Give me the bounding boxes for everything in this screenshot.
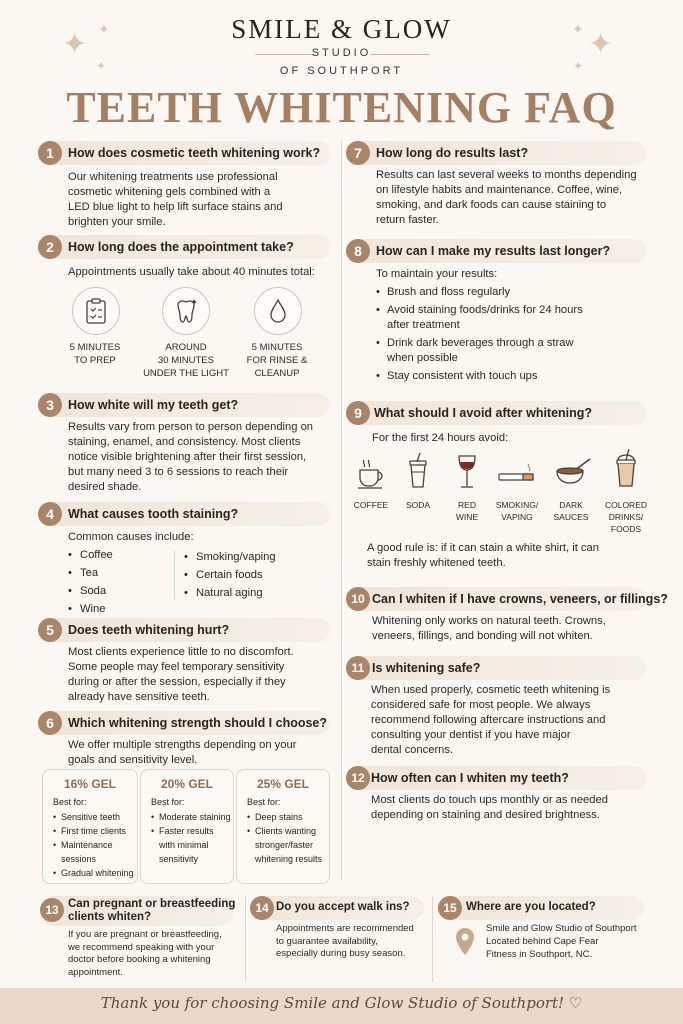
sparkle-icon: ✦ [96,59,107,73]
avoid-label: COLORED DRINKS/ FOODS [604,500,648,534]
wine-icon [455,454,479,495]
gel-card-25 [236,769,330,884]
faq-number: 6 [38,711,62,735]
causes-list-1 [68,548,168,620]
faq-answer: We offer multiple strengths depending on your goals and sensitivity level. [68,739,297,766]
causes-list-2 [184,550,324,604]
staining-rule: A good rule is: if it can stain a white shirt, it can stain freshly whitened teeth. [367,542,599,569]
faq-answer: Most clients experience little to no discomfort. Some people may feel temporary sensitivity during or after the session, especially if they already have sensitive teeth. [68,646,294,703]
faq-question: Where are you located? [466,901,596,913]
list-item: Stay consistent with touch ups [387,370,538,382]
faq-question: How can I make my results last longer? [376,244,611,258]
faq-question: Which whitening strength should I choose? [68,716,328,730]
sparkle-icon: ✦ [573,59,584,73]
faq-question: Is whitening safe? [372,661,481,675]
faq-number: 10 [346,587,370,611]
list-item: • Sensitive teeth [53,810,137,824]
list-item: • Deep stains [247,810,329,824]
gel-name: 20% GEL [160,777,214,791]
page-title: TEETH WHITENING FAQ [66,83,617,132]
faq-answer: Smile and Glow Studio of Southport Located behind Cape Fear Fitness in Southport, NC. [486,923,637,960]
faq-number: 9 [346,401,370,425]
divider [245,896,246,982]
faq-answer: Appointments are recommended to guarantee availability, especially during busy season. [276,923,414,959]
step-label: 5 MINUTES TO PREP [69,342,121,366]
gel-name: 25% GEL [256,777,310,791]
faq-question: What should I avoid after whitening? [374,406,593,420]
gel-best-for: Best for: [151,797,185,807]
faq-question: Do you accept walk ins? [276,901,410,913]
gel-best-for: Best for: [247,797,281,807]
faq-number: 1 [38,141,62,165]
faq-number: 7 [346,141,370,165]
sauce-bowl-icon [553,456,593,493]
step-label: AROUND 30 MINUTES UNDER THE LIGHT [143,342,229,379]
sparkle-icon: ✦ [572,21,584,37]
faq-answer: Results vary from person to person depending on staining, enamel, and consistency. Most clients notice visible brightening after their first session, but many need 3 to 6 sessions to reach their desired shade. [68,421,314,493]
faq-number: 14 [250,896,274,920]
faq-number: 11 [346,656,370,680]
list-item: • Wine [68,602,168,617]
faq-question: How long do results last? [376,146,529,160]
list-item: • Moderate staining [151,810,233,824]
faq-question: How white will my teeth get? [68,398,239,412]
tooth-icon [162,287,210,335]
list-item: • Clients wanting [247,824,329,838]
location-pin-icon [454,927,476,962]
faq-answer: Our whitening treatments use professional cosmetic whitening gels combined with a LED blue light to help lift surface stains and brighten your smile. [68,171,283,228]
list-item: sessions [61,854,97,864]
footer-message: Thank you for choosing Smile and Glow Studio of Southport! ♡ [100,994,583,1012]
gel-card-20 [140,769,234,884]
list-item: • Soda [68,584,168,599]
faq-answer: Results can last several weeks to months depending on lifestyle habits and maintenance. Coffee, wine, smoking, and dark foods can cause staining to return faster. [376,169,637,226]
faq-answer: If you are pregnant or breastfeeding, we recommend speaking with your doctor before booking a whitening appointment. [68,929,222,978]
gel-card-16 [42,769,138,884]
list-item: • First time clients [53,824,137,838]
list-item: sensitivity [159,854,199,864]
gel-name: 16% GEL [63,777,117,791]
faq-question: Does teeth whitening hurt? [68,623,230,637]
faq-number: 2 [38,235,62,259]
faq-question: How long does the appointment take? [68,240,294,254]
faq-question: How does cosmetic teeth whitening work? [68,146,321,160]
brand-location: OF SOUTHPORT [279,65,404,77]
list-item: with minimal [159,840,209,850]
list-item: Drink dark beverages through a straw [387,337,574,349]
list-item: when possible [387,352,458,364]
list-item: • Maintenance [53,838,137,852]
faq-answer: When used properly, cosmetic teeth whitening is considered safe for most people. We always recommend following aftercare instructions and consulting your dentist if you have major dental concerns. [371,684,611,756]
list-item: Avoid staining foods/drinks for 24 hours [387,304,583,316]
faq-intro: To maintain your results: [376,268,498,280]
faq-number: 5 [38,618,62,642]
column-divider [341,140,342,880]
faq-number: 13 [40,898,64,922]
soda-icon [405,452,431,495]
avoid-label: RED WINE [455,500,479,522]
avoid-label: COFFEE [353,500,389,510]
list-item: • Certain foods [184,568,324,583]
droplet-icon [254,287,302,335]
avoid-label: DARK SAUCES [553,500,589,522]
divider [174,550,175,600]
list-item: • Gradual whitening [53,866,137,880]
divider [432,896,433,982]
faq-number: 8 [346,239,370,263]
step-label: 5 MINUTES FOR RINSE & CLEANUP [246,342,308,379]
faq-question: How often can I whiten my teeth? [371,771,569,785]
clipboard-icon [72,287,120,335]
faq-question: Can I whiten if I have crowns, veneers, or fillings? [372,592,668,606]
coffee-icon [356,456,386,495]
faq-intro: Appointments usually take about 40 minutes total: [68,266,315,278]
faq-answer: Whitening only works on natural teeth. Crowns, veneers, fillings, and bonding will not whiten. [372,615,606,642]
cigarette-icon [497,462,537,489]
list-item: • Coffee [68,548,168,563]
list-item: Brush and floss regularly [387,286,511,298]
faq-number: 15 [438,896,462,920]
list-item: stronger/faster [255,840,314,850]
sparkle-icon: ✦ [98,21,110,37]
faq-number: 3 [38,393,62,417]
brand-name: SMILE & GLOW [231,14,452,44]
sparkle-icon: ✦ [588,28,614,61]
list-item: • Smoking/vaping [184,550,324,565]
list-item: after treatment [387,319,460,331]
faq-number: 12 [346,766,370,790]
brand-studio: STUDIO [311,47,372,59]
sparkle-icon: ✦ [62,28,88,61]
faq-question: Can pregnant or breastfeeding clients whiten? [68,898,236,923]
faq-answer: Most clients do touch ups monthly or as needed depending on staining and desired brightness. [371,794,608,821]
gel-best-for: Best for: [53,797,87,807]
faq-intro: Common causes include: [68,531,194,543]
maintenance-list: • Brush and floss regularly • Avoid staining foods/drinks for 24 hours after treatment • Drink dark beverages through a straw when possible • Stay consistent with touch ups [376,285,656,384]
faq-number: 4 [38,502,62,526]
faq-question: What causes tooth staining? [68,507,239,521]
faq-intro: For the first 24 hours avoid: [372,432,509,444]
list-item: whitening results [255,854,323,864]
avoid-label: SODA [405,500,431,510]
drink-cup-icon [612,448,640,495]
list-item: • Natural aging [184,586,324,601]
avoid-label: SMOKING/ VAPING [495,500,539,522]
list-item: • Faster results [151,824,233,838]
list-item: • Tea [68,566,168,581]
